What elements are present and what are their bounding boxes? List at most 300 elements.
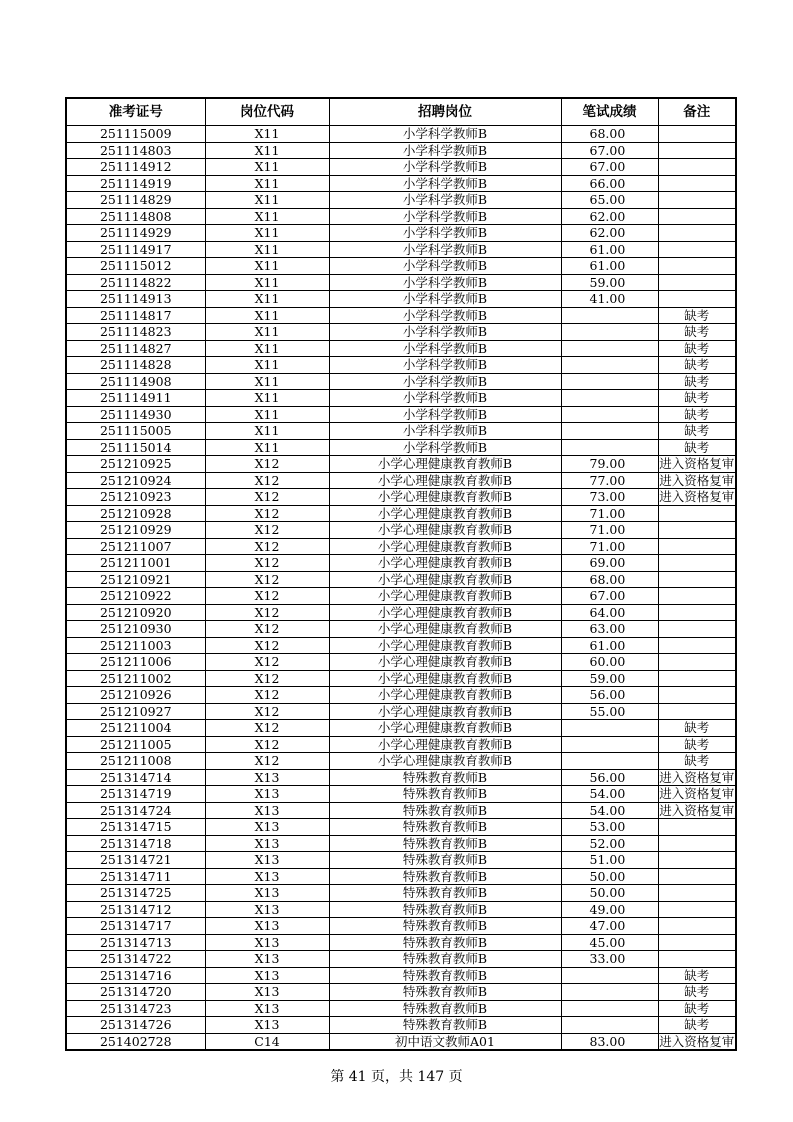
post-name-cell: 小学心理健康教育教师B: [329, 555, 561, 572]
exam-id-cell: 251314715: [66, 819, 205, 836]
score-cell: 61.00: [561, 241, 658, 258]
table-row: [66, 307, 736, 324]
post-name-cell: 小学科学教师B: [329, 192, 561, 209]
table-row: [66, 654, 736, 671]
table-body: [66, 126, 736, 1051]
score-cell: 55.00: [561, 703, 658, 720]
exam-id-cell: 251115012: [66, 258, 205, 275]
exam-id-cell: 251314723: [66, 1000, 205, 1017]
remark-cell: 缺考: [658, 720, 736, 737]
table-row: [66, 175, 736, 192]
post-code-cell: X13: [205, 1017, 329, 1034]
remark-cell: [658, 951, 736, 968]
post-code-cell: X12: [205, 505, 329, 522]
post-code-cell: X11: [205, 406, 329, 423]
table-row: [66, 258, 736, 275]
post-code-cell: X11: [205, 307, 329, 324]
score-cell: [561, 720, 658, 737]
score-cell: [561, 357, 658, 374]
post-code-cell: X12: [205, 538, 329, 555]
post-name-cell: 小学科学教师B: [329, 373, 561, 390]
score-cell: 41.00: [561, 291, 658, 308]
header-exam-id: 准考证号: [66, 98, 205, 126]
table-row: [66, 918, 736, 935]
score-cell: 71.00: [561, 538, 658, 555]
post-code-cell: X11: [205, 340, 329, 357]
remark-cell: [658, 835, 736, 852]
post-name-cell: 小学心理健康教育教师B: [329, 753, 561, 770]
table-row: [66, 885, 736, 902]
remark-cell: 缺考: [658, 423, 736, 440]
table-row: [66, 736, 736, 753]
post-code-cell: X12: [205, 687, 329, 704]
remark-cell: 进入资格复审: [659, 489, 735, 504]
table-row: [66, 555, 736, 572]
remark-cell: 进入资格复审: [659, 769, 735, 785]
exam-id-cell: 251210929: [66, 522, 205, 539]
score-cell: 54.00: [561, 786, 658, 803]
remark-cell: 缺考: [658, 324, 736, 341]
score-cell: 52.00: [561, 835, 658, 852]
exam-id-cell: 251211004: [66, 720, 205, 737]
exam-id-cell: 251210927: [66, 703, 205, 720]
score-cell: 63.00: [561, 621, 658, 638]
exam-id-cell: 251211008: [66, 753, 205, 770]
exam-id-cell: 251114829: [66, 192, 205, 209]
exam-id-cell: 251210920: [66, 604, 205, 621]
post-name-cell: 小学心理健康教育教师B: [329, 571, 561, 588]
post-code-cell: X12: [205, 736, 329, 753]
post-name-cell: 特殊教育教师B: [329, 835, 561, 852]
exam-id-cell: 251210925: [66, 456, 205, 473]
remark-cell: [658, 703, 736, 720]
remark-cell: 进入资格复审: [659, 472, 735, 488]
table-row: [66, 373, 736, 390]
exam-id-cell: 251314726: [66, 1017, 205, 1034]
table-row: [66, 703, 736, 720]
exam-id-cell: 251114929: [66, 225, 205, 242]
remark-cell: 进入资格复审: [659, 786, 735, 801]
post-code-cell: X13: [205, 918, 329, 935]
header-post-code: 岗位代码: [205, 98, 329, 126]
post-name-cell: 小学心理健康教育教师B: [329, 736, 561, 753]
table-row: [66, 1000, 736, 1017]
remark-cell: [658, 538, 736, 555]
post-code-cell: X12: [205, 472, 329, 489]
post-code-cell: X12: [205, 621, 329, 638]
post-name-cell: 小学科学教师B: [329, 274, 561, 291]
remark-cell: 缺考: [658, 1000, 736, 1017]
table-row: [66, 142, 736, 159]
exam-id-cell: 251211007: [66, 538, 205, 555]
post-code-cell: X13: [205, 786, 329, 803]
remark-cell: [658, 901, 736, 918]
exam-id-cell: 251114827: [66, 340, 205, 357]
remark-cell: [658, 291, 736, 308]
score-cell: 56.00: [561, 687, 658, 704]
post-name-cell: 小学心理健康教育教师B: [329, 472, 561, 489]
table-row: [66, 159, 736, 176]
exam-id-cell: 251210928: [66, 505, 205, 522]
post-name-cell: 小学心理健康教育教师B: [329, 538, 561, 555]
score-cell: 67.00: [561, 588, 658, 605]
remark-cell: 缺考: [658, 406, 736, 423]
post-code-cell: X11: [205, 439, 329, 456]
post-name-cell: 小学心理健康教育教师B: [329, 505, 561, 522]
remark-cell: [658, 852, 736, 869]
score-cell: 79.00: [561, 456, 658, 473]
remark-cell: [658, 885, 736, 902]
remark-cell: [658, 654, 736, 671]
remark-cell: 进入资格复审: [659, 456, 735, 471]
post-name-cell: 小学科学教师B: [329, 126, 561, 143]
post-name-cell: 特殊教育教师B: [329, 802, 561, 819]
exam-id-cell: 251210930: [66, 621, 205, 638]
score-cell: 66.00: [561, 175, 658, 192]
remark-cell: [658, 241, 736, 258]
exam-id-cell: 251115009: [66, 126, 205, 143]
post-code-cell: X11: [205, 357, 329, 374]
header-post-name: 招聘岗位: [329, 98, 561, 126]
table-row: [66, 571, 736, 588]
score-cell: 33.00: [561, 951, 658, 968]
score-cell: [561, 439, 658, 456]
exam-id-cell: 251314724: [66, 802, 205, 819]
score-cell: 65.00: [561, 192, 658, 209]
post-name-cell: 小学科学教师B: [329, 357, 561, 374]
remark-cell: [658, 918, 736, 935]
post-name-cell: 特殊教育教师B: [329, 819, 561, 836]
post-code-cell: X12: [205, 753, 329, 770]
score-cell: 62.00: [561, 225, 658, 242]
remark-cell: [658, 175, 736, 192]
post-name-cell: 小学心理健康教育教师B: [329, 522, 561, 539]
table-row: [66, 406, 736, 423]
post-name-cell: 特殊教育教师B: [329, 885, 561, 902]
post-name-cell: 特殊教育教师B: [329, 769, 561, 786]
score-cell: [561, 967, 658, 984]
post-name-cell: 小学科学教师B: [329, 225, 561, 242]
post-name-cell: 小学心理健康教育教师B: [329, 456, 561, 473]
post-code-cell: X11: [205, 142, 329, 159]
post-name-cell: 特殊教育教师B: [329, 984, 561, 1001]
exam-id-cell: 251211002: [66, 670, 205, 687]
remark-cell: 缺考: [658, 373, 736, 390]
score-cell: 59.00: [561, 274, 658, 291]
score-cell: 47.00: [561, 918, 658, 935]
remark-cell: 缺考: [658, 390, 736, 407]
post-code-cell: C14: [205, 1033, 329, 1050]
post-name-cell: 小学科学教师B: [329, 439, 561, 456]
table-row: [66, 835, 736, 852]
post-name-cell: 小学心理健康教育教师B: [329, 621, 561, 638]
post-code-cell: X13: [205, 901, 329, 918]
post-code-cell: X11: [205, 373, 329, 390]
exam-id-cell: 251314722: [66, 951, 205, 968]
table-row: [66, 472, 736, 489]
exam-id-cell: 251314719: [66, 786, 205, 803]
exam-id-cell: 251314712: [66, 901, 205, 918]
post-name-cell: 小学心理健康教育教师B: [329, 604, 561, 621]
score-cell: 61.00: [561, 637, 658, 654]
exam-id-cell: 251210922: [66, 588, 205, 605]
post-name-cell: 特殊教育教师B: [329, 918, 561, 935]
score-cell: 69.00: [561, 555, 658, 572]
post-name-cell: 小学科学教师B: [329, 208, 561, 225]
score-cell: [561, 753, 658, 770]
score-cell: 53.00: [561, 819, 658, 836]
post-code-cell: X11: [205, 390, 329, 407]
exam-id-cell: 251210923: [66, 489, 205, 506]
post-name-cell: 小学科学教师B: [329, 159, 561, 176]
score-cell: [561, 423, 658, 440]
score-cell: 50.00: [561, 868, 658, 885]
table-row: [66, 423, 736, 440]
post-name-cell: 特殊教育教师B: [329, 967, 561, 984]
remark-cell: [658, 687, 736, 704]
remark-cell: [658, 670, 736, 687]
exam-id-cell: 251210921: [66, 571, 205, 588]
score-table: [65, 97, 737, 1051]
table-row: [66, 604, 736, 621]
table-row: [66, 357, 736, 374]
post-code-cell: X11: [205, 241, 329, 258]
table-row: [66, 769, 736, 786]
remark-cell: [658, 934, 736, 951]
post-name-cell: 小学心理健康教育教师B: [329, 489, 561, 506]
exam-id-cell: 251114917: [66, 241, 205, 258]
remark-cell: [658, 126, 736, 143]
exam-id-cell: 251114828: [66, 357, 205, 374]
post-code-cell: X12: [205, 456, 329, 473]
exam-id-cell: 251115005: [66, 423, 205, 440]
remark-cell: [658, 258, 736, 275]
post-name-cell: 小学科学教师B: [329, 142, 561, 159]
post-name-cell: 小学科学教师B: [329, 324, 561, 341]
score-cell: 54.00: [561, 802, 658, 819]
post-name-cell: 小学科学教师B: [329, 307, 561, 324]
post-code-cell: X11: [205, 126, 329, 143]
exam-id-cell: 251402728: [66, 1033, 205, 1050]
score-cell: 60.00: [561, 654, 658, 671]
post-code-cell: X12: [205, 670, 329, 687]
exam-id-cell: 251314711: [66, 868, 205, 885]
remark-cell: [658, 637, 736, 654]
exam-id-cell: 251114908: [66, 373, 205, 390]
table-row: [66, 720, 736, 737]
remark-cell: [658, 868, 736, 885]
post-name-cell: 特殊教育教师B: [329, 1017, 561, 1034]
exam-id-cell: 251211005: [66, 736, 205, 753]
post-name-cell: 特殊教育教师B: [329, 951, 561, 968]
exam-id-cell: 251114808: [66, 208, 205, 225]
score-cell: 68.00: [561, 571, 658, 588]
table-row: [66, 324, 736, 341]
post-code-cell: X13: [205, 934, 329, 951]
table-row: [66, 241, 736, 258]
post-name-cell: 小学心理健康教育教师B: [329, 588, 561, 605]
post-code-cell: X12: [205, 588, 329, 605]
remark-cell: 缺考: [658, 307, 736, 324]
score-cell: 73.00: [561, 489, 658, 506]
score-cell: 51.00: [561, 852, 658, 869]
score-cell: [561, 373, 658, 390]
remark-cell: 缺考: [658, 984, 736, 1001]
post-code-cell: X11: [205, 175, 329, 192]
remark-cell: [658, 192, 736, 209]
post-name-cell: 小学心理健康教育教师B: [329, 637, 561, 654]
score-cell: [561, 324, 658, 341]
table-row: [66, 951, 736, 968]
table-row: [66, 439, 736, 456]
exam-id-cell: 251115014: [66, 439, 205, 456]
post-name-cell: 特殊教育教师B: [329, 868, 561, 885]
remark-cell: 缺考: [658, 967, 736, 984]
post-name-cell: 小学科学教师B: [329, 340, 561, 357]
score-cell: 67.00: [561, 159, 658, 176]
remark-cell: [658, 588, 736, 605]
score-cell: [561, 736, 658, 753]
remark-cell: [658, 604, 736, 621]
table-row: [66, 621, 736, 638]
post-code-cell: X13: [205, 984, 329, 1001]
score-cell: 49.00: [561, 901, 658, 918]
remark-cell: 缺考: [658, 340, 736, 357]
table-row: [66, 786, 736, 803]
post-code-cell: X11: [205, 225, 329, 242]
table-header-row: [66, 98, 736, 126]
page-number: 第 41 页，共 147 页: [330, 1069, 463, 1085]
exam-id-cell: 251314716: [66, 967, 205, 984]
remark-cell: [658, 571, 736, 588]
table-row: [66, 637, 736, 654]
exam-id-cell: 251114822: [66, 274, 205, 291]
post-code-cell: X13: [205, 769, 329, 786]
exam-id-cell: 251114912: [66, 159, 205, 176]
post-code-cell: X13: [205, 819, 329, 836]
post-name-cell: 特殊教育教师B: [329, 852, 561, 869]
post-name-cell: 小学心理健康教育教师B: [329, 687, 561, 704]
table-row: [66, 670, 736, 687]
table-row: [66, 291, 736, 308]
post-code-cell: X12: [205, 522, 329, 539]
table-row: [66, 802, 736, 819]
exam-id-cell: 251211003: [66, 637, 205, 654]
remark-cell: [658, 555, 736, 572]
exam-id-cell: 251314721: [66, 852, 205, 869]
score-cell: [561, 1000, 658, 1017]
exam-id-cell: 251314720: [66, 984, 205, 1001]
exam-id-cell: 251210924: [66, 472, 205, 489]
table-row: [66, 901, 736, 918]
remark-cell: 缺考: [658, 357, 736, 374]
score-cell: 64.00: [561, 604, 658, 621]
post-name-cell: 特殊教育教师B: [329, 901, 561, 918]
remark-cell: 进入资格复审: [659, 802, 735, 818]
score-cell: 71.00: [561, 505, 658, 522]
table-row: [66, 1017, 736, 1034]
exam-id-cell: 251114911: [66, 390, 205, 407]
remark-cell: [658, 274, 736, 291]
post-code-cell: X11: [205, 291, 329, 308]
post-code-cell: X13: [205, 885, 329, 902]
score-cell: 68.00: [561, 126, 658, 143]
post-code-cell: X13: [205, 967, 329, 984]
score-cell: [561, 340, 658, 357]
score-cell: 56.00: [561, 769, 658, 786]
post-code-cell: X12: [205, 720, 329, 737]
table-row: [66, 967, 736, 984]
post-name-cell: 小学心理健康教育教师B: [329, 670, 561, 687]
table-row: [66, 753, 736, 770]
table-row: [66, 274, 736, 291]
post-code-cell: X12: [205, 604, 329, 621]
remark-cell: [658, 208, 736, 225]
post-code-cell: X13: [205, 868, 329, 885]
header-remarks: 备注: [658, 98, 736, 126]
post-code-cell: X13: [205, 1000, 329, 1017]
post-code-cell: X13: [205, 835, 329, 852]
post-code-cell: X11: [205, 159, 329, 176]
table-row: [66, 225, 736, 242]
exam-id-cell: 251314714: [66, 769, 205, 786]
post-name-cell: 初中语文教师A01: [329, 1033, 561, 1050]
score-cell: 45.00: [561, 934, 658, 951]
post-name-cell: 小学科学教师B: [329, 175, 561, 192]
score-cell: 50.00: [561, 885, 658, 902]
table-row: [66, 852, 736, 869]
score-cell: [561, 390, 658, 407]
remark-cell: [658, 819, 736, 836]
post-name-cell: 小学科学教师B: [329, 241, 561, 258]
remark-cell: [658, 225, 736, 242]
score-cell: 61.00: [561, 258, 658, 275]
exam-id-cell: 251114823: [66, 324, 205, 341]
table-row: [66, 984, 736, 1001]
post-name-cell: 小学科学教师B: [329, 390, 561, 407]
table-row: [66, 1033, 736, 1050]
score-cell: 77.00: [561, 472, 658, 489]
table-row: [66, 819, 736, 836]
post-code-cell: X11: [205, 423, 329, 440]
post-code-cell: X11: [205, 274, 329, 291]
post-code-cell: X11: [205, 208, 329, 225]
post-code-cell: X13: [205, 951, 329, 968]
table-row: [66, 505, 736, 522]
post-name-cell: 小学科学教师B: [329, 423, 561, 440]
post-name-cell: 小学心理健康教育教师B: [329, 703, 561, 720]
score-cell: [561, 984, 658, 1001]
table-row: [66, 489, 736, 506]
table-row: [66, 192, 736, 209]
score-cell: [561, 406, 658, 423]
exam-id-cell: 251314713: [66, 934, 205, 951]
post-name-cell: 特殊教育教师B: [329, 786, 561, 803]
score-cell: [561, 307, 658, 324]
post-name-cell: 小学科学教师B: [329, 406, 561, 423]
table-row: [66, 588, 736, 605]
remark-cell: [658, 522, 736, 539]
exam-id-cell: 251314725: [66, 885, 205, 902]
remark-cell: [658, 159, 736, 176]
remark-cell: 缺考: [658, 736, 736, 753]
exam-id-cell: 251211006: [66, 654, 205, 671]
table-row: [66, 208, 736, 225]
header-written-score: 笔试成绩: [561, 98, 658, 126]
post-name-cell: 特殊教育教师B: [329, 934, 561, 951]
post-code-cell: X12: [205, 703, 329, 720]
post-name-cell: 小学科学教师B: [329, 291, 561, 308]
